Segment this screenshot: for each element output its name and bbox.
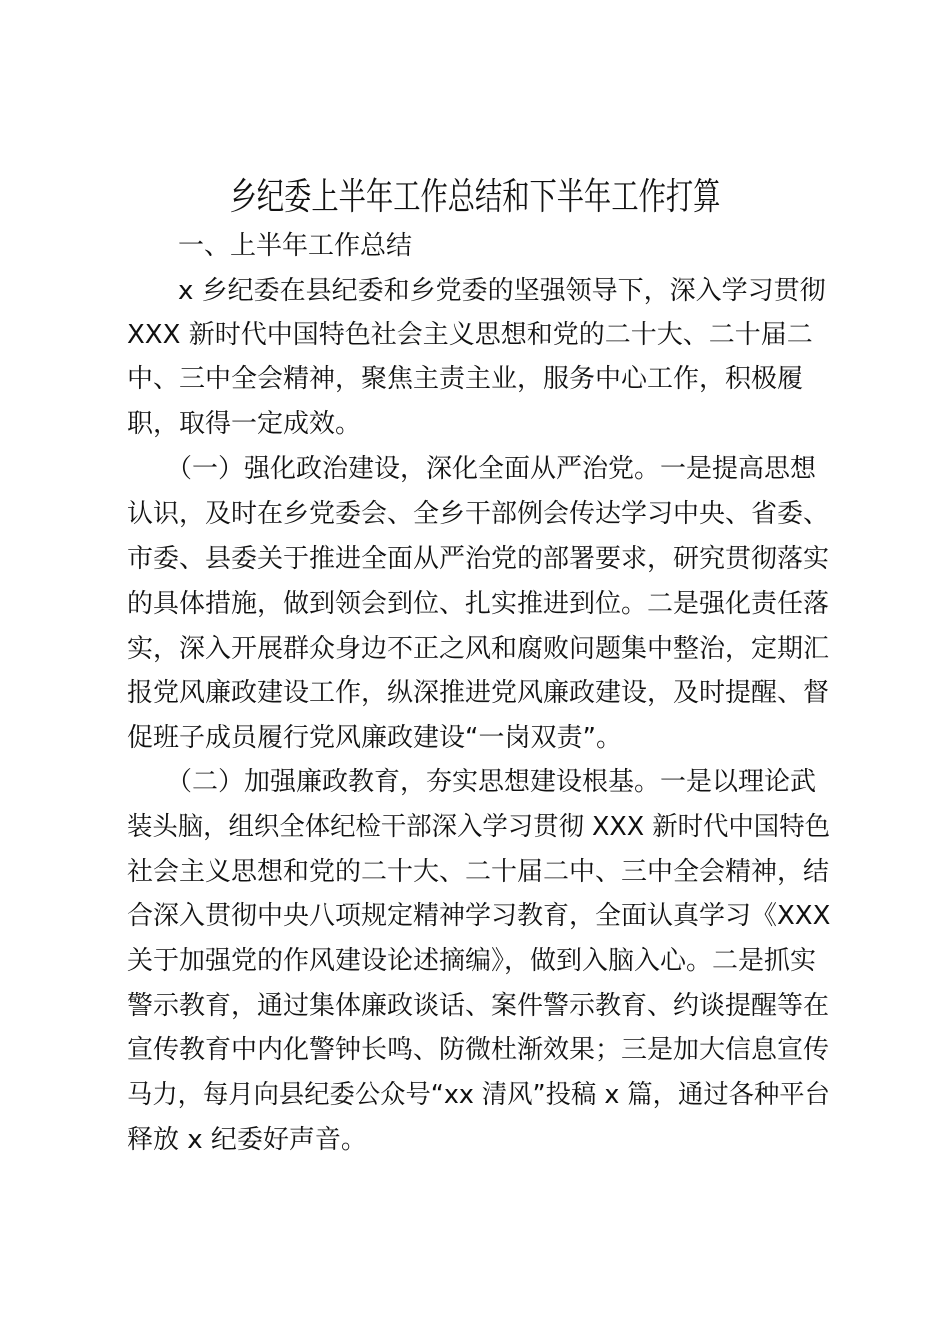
subsection-heading-line: （一）强化政治建设，深化全面从严治党。一是提高思想 [166, 454, 817, 484]
paragraph-line: x 乡纪委在县纪委和乡党委的坚强领导下，深入学习贯彻 [178, 276, 826, 306]
paragraph-line: 社会主义思想和党的二十大、二十届二中、三中全会精神，结 [127, 857, 830, 887]
paragraph-line: 的具体措施，做到领会到位、扎实推进到位。二是强化责任落 [127, 589, 830, 619]
paragraph-line: 市委、县委关于推进全面从严治党的部署要求，研究贯彻落实 [127, 544, 830, 574]
paragraph-line: 释放 x 纪委好声音。 [127, 1125, 367, 1155]
paragraph-line: 职，取得一定成效。 [127, 409, 362, 439]
paragraph-line: 认识，及时在乡党委会、全乡干部例会传达学习中央、省委、 [127, 499, 830, 529]
section-heading: 一、上半年工作总结 [178, 231, 413, 261]
paragraph-line: 报党风廉政建设工作，纵深推进党风廉政建设，及时提醒、督 [127, 678, 830, 708]
paragraph-line: 合深入贯彻中央八项规定精神学习教育，全面认真学习《XXX [127, 901, 831, 931]
paragraph-line: 实，深入开展群众身边不正之风和腐败问题集中整治，定期汇 [127, 634, 830, 664]
paragraph-line: 促班子成员履行党风廉政建设“一岗双责”。 [127, 723, 622, 753]
paragraph-line: 中、三中全会精神，聚焦主责主业，服务中心工作，积极履 [127, 364, 804, 394]
paragraph-line: 装头脑，组织全体纪检干部深入学习贯彻 XXX 新时代中国特色 [127, 812, 830, 842]
document-title: 乡纪委上半年工作总结和下半年工作打算 [229, 175, 721, 218]
subsection-heading-line: （二）加强廉政教育，夯实思想建设根基。一是以理论武 [166, 767, 817, 797]
paragraph-line: 宣传教育中内化警钟长鸣、防微杜渐效果；三是加大信息宣传 [127, 1035, 830, 1065]
paragraph-line: 马力，每月向县纪委公众号“xx 清风”投稿 x 篇，通过各种平台 [127, 1080, 830, 1110]
paragraph-line: XXX 新时代中国特色社会主义思想和党的二十大、二十届二 [127, 320, 813, 350]
paragraph-line: 警示教育，通过集体廉政谈话、案件警示教育、约谈提醒等在 [127, 991, 830, 1021]
paragraph-line: 关于加强党的作风建设论述摘编》，做到入脑入心。二是抓实 [127, 946, 817, 976]
